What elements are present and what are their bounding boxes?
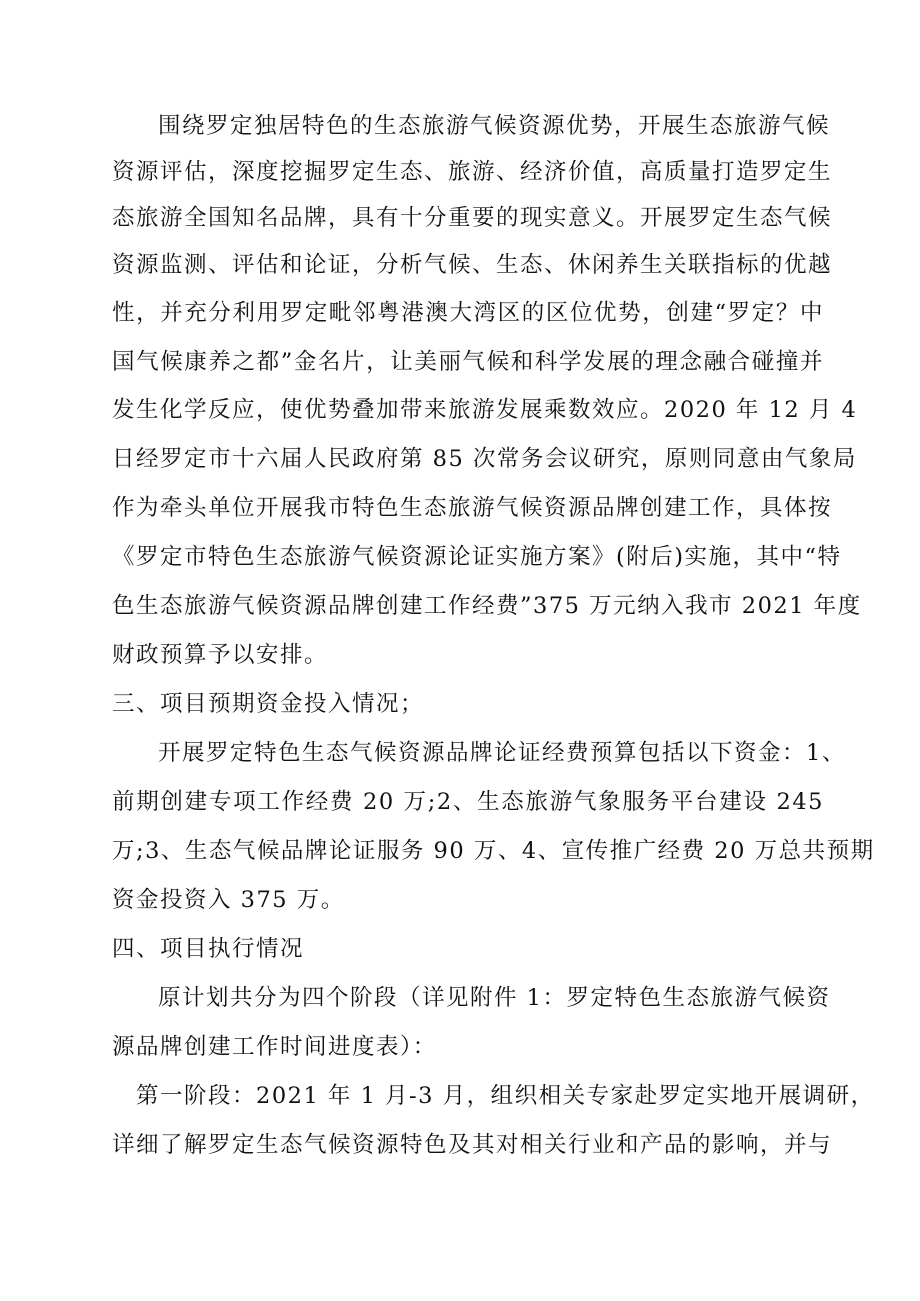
paragraph-line-1: 围绕罗定独居特色的生态旅游气候资源优势，开展生态旅游气候 (158, 113, 831, 139)
paragraph-line-8: 日经罗定市十六届人民政府第 85 次常务会议研究，原则同意由气象局 (112, 446, 857, 472)
paragraph-line-6: 国气候康养之都”金名片，让美丽气候和科学发展的理念融合碰撞并 (112, 349, 824, 375)
paragraph-line-5: 性，并充分利用罗定毗邻粤港澳大湾区的区位优势，创建“罗定？中 (112, 300, 824, 326)
paragraph-line-10: 《罗定市特色生态旅游气候资源论证实施方案》(附后)实施，其中“特 (112, 544, 842, 570)
paragraph-line-4: 资源监测、评估和论证，分析气候、生态、休闲养生关联指标的优越 (112, 252, 833, 278)
paragraph-line-7: 发生化学反应，使优势叠加带来旅游发展乘数效应。2020 年 12 月 4 (112, 397, 858, 423)
paragraph-line-9: 作为牵头单位开展我市特色生态旅游气候资源品牌创建工作，具体按 (112, 495, 833, 521)
section-heading-4: 四、项目执行情况 (112, 936, 305, 962)
paragraph-line-15: 万;3、生态气候品牌论证服务 90 万、4、宣传推广经费 20 万总共预期 (112, 838, 875, 864)
paragraph-line-16: 资金投资入 375 万。 (112, 887, 345, 913)
paragraph-line-2: 资源评估，深度挖掘罗定生态、旅游、经济价值，高质量打造罗定生 (112, 159, 833, 185)
paragraph-line-20: 详细了解罗定生态气候资源特色及其对相关行业和产品的影响，并与 (112, 1132, 833, 1158)
paragraph-line-12: 财政预算予以安排。 (112, 642, 329, 668)
paragraph-line-17: 原计划共分为四个阶段（详见附件 1：罗定特色生态旅游气候资 (158, 985, 831, 1011)
paragraph-line-14: 前期创建专项工作经费 20 万;2、生态旅游气象服务平台建设 245 (112, 789, 824, 815)
paragraph-line-13: 开展罗定特色生态气候资源品牌论证经费预算包括以下资金：1、 (158, 740, 846, 766)
paragraph-line-11: 色生态旅游气候资源品牌创建工作经费”375 万元纳入我市 2021 年度 (112, 593, 862, 619)
paragraph-line-18: 源品牌创建工作时间进度表）： (112, 1034, 437, 1060)
paragraph-line-3: 态旅游全国知名品牌，具有十分重要的现实意义。开展罗定生态气候 (112, 205, 833, 231)
paragraph-line-19: 第一阶段：2021 年 1 月-3 月，组织相关专家赴罗定实地开展调研， (136, 1083, 875, 1109)
section-heading-3: 三、项目预期资金投入情况； (112, 691, 425, 717)
